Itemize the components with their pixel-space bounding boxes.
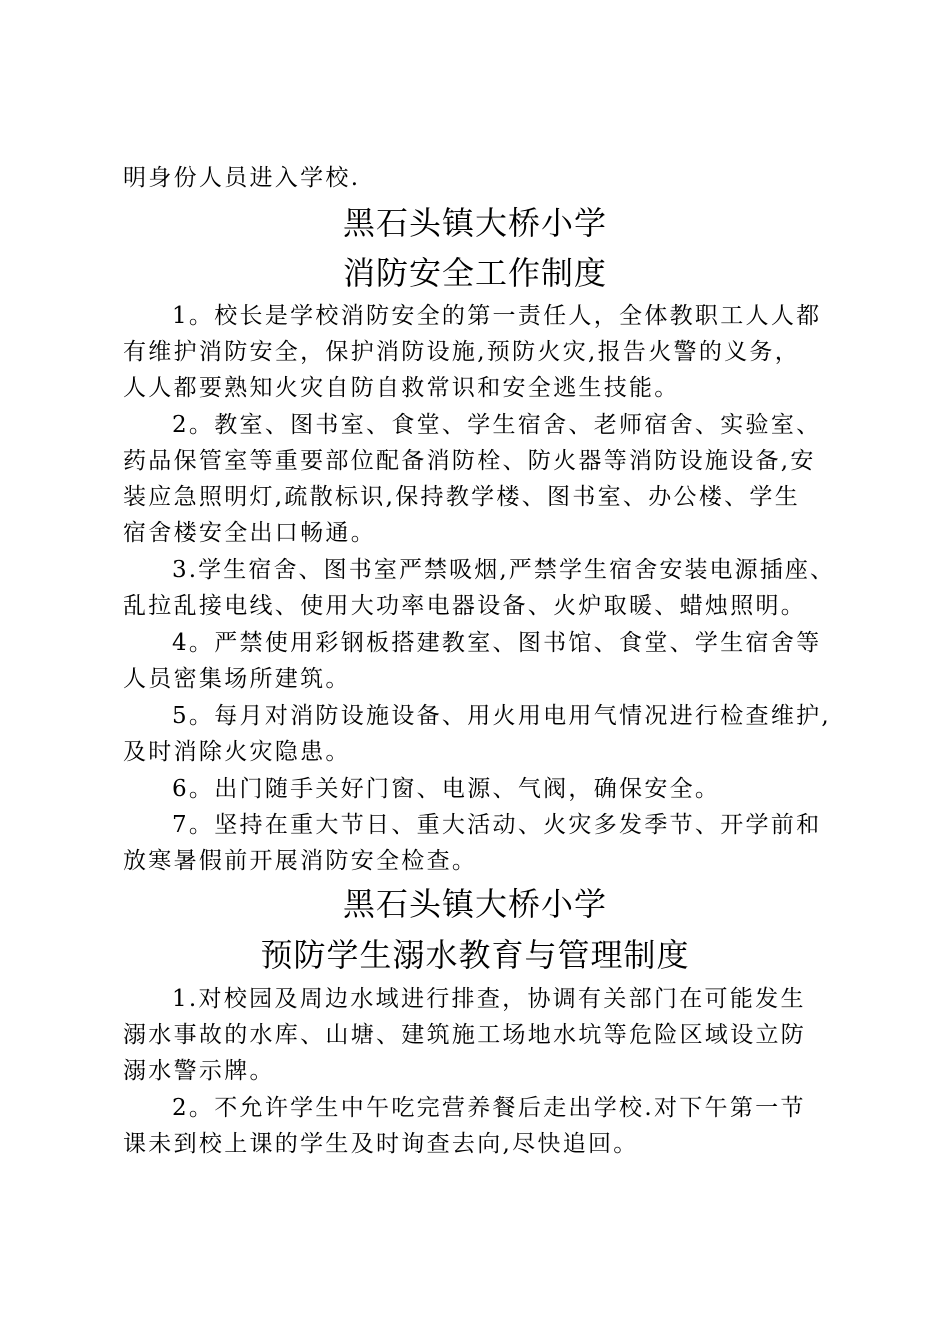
- fire-item-5-line-2: 及时消除火灾隐患。: [123, 739, 351, 765]
- fire-item-7-line-1: 7。坚持在重大节日、重大活动、火灾多发季节、开学前和: [172, 812, 822, 838]
- fire-item-4-line-2: 人员密集场所建筑。: [123, 666, 351, 692]
- fire-item-2-line-4: 宿舍楼安全出口畅通。: [123, 520, 376, 546]
- drowning-item-1-line-2: 溺水事故的水库、山塘、建筑施工场地水坑等危险区域设立防: [123, 1022, 807, 1048]
- fire-item-5-line-1: 5。每月对消防设施设备、用火用电用气情况进行检查维护,: [172, 703, 832, 729]
- fire-section-title: 消防安全工作制度: [342, 254, 607, 292]
- fire-section-school-name: 黑石头镇大桥小学: [342, 204, 607, 242]
- drowning-item-2-line-1: 2。不允许学生中午吃完营养餐后走出学校.对下午第一节: [172, 1095, 806, 1121]
- fire-item-3-line-2: 乱拉乱接电线、使用大功率电器设备、火炉取暖、蜡烛照明。: [123, 593, 807, 619]
- fire-item-1-line-3: 人人都要熟知火灾自防自救常识和安全逃生技能。: [123, 375, 680, 401]
- fire-item-2-line-2: 药品保管室等重要部位配备消防栓、防火器等消防设施设备,安: [123, 448, 816, 474]
- fire-item-2-line-1: 2。教室、图书室、食堂、学生宿舍、老师宿舍、实验室、: [172, 412, 822, 438]
- drowning-item-1-line-3: 溺水警示牌。: [123, 1058, 275, 1084]
- drowning-section-school-name: 黑石头镇大桥小学: [342, 885, 607, 923]
- fire-item-1-line-2: 有维护消防安全，保护消防设施,预防火灾,报告火警的义务，: [123, 339, 801, 365]
- fire-item-1-line-1: 1。校长是学校消防安全的第一责任人，全体教职工人人都: [172, 303, 822, 329]
- fire-item-2-line-3: 装应急照明灯,疏散标识,保持教学楼、图书室、办公楼、学生: [123, 484, 801, 510]
- fire-item-4-line-1: 4。严禁使用彩钢板搭建教室、图书馆、食堂、学生宿舍等: [172, 630, 822, 656]
- fire-item-3-line-1: 3.学生宿舍、图书室严禁吸烟,严禁学生宿舍安装电源插座、: [172, 557, 836, 583]
- drowning-section-title: 预防学生溺水教育与管理制度: [260, 936, 690, 974]
- fire-item-6-line-1: 6。出门随手关好门窗、电源、气阀，确保安全。: [172, 776, 721, 802]
- drowning-item-2-line-2: 课未到校上课的学生及时询查去向,尽快追回。: [123, 1131, 639, 1157]
- drowning-item-1-line-1: 1.对校园及周边水域进行排查，协调有关部门在可能发生: [172, 986, 806, 1012]
- carryover-line: 明身份人员进入学校.: [123, 165, 361, 191]
- fire-item-7-line-2: 放寒暑假前开展消防安全检查。: [123, 848, 478, 874]
